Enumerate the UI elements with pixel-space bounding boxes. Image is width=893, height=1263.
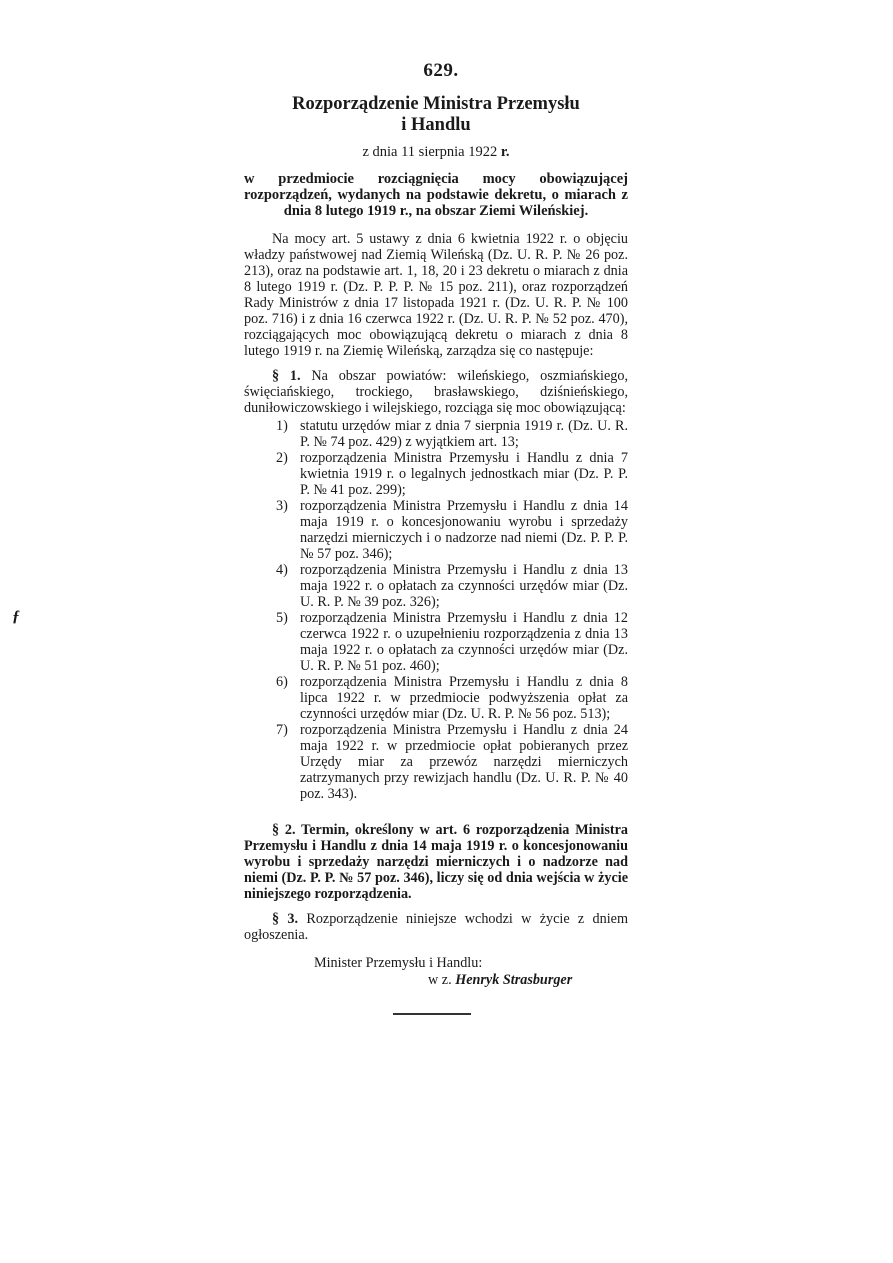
- list-item-text: rozporządzenia Ministra Przemysłu i Handlu z dnia 14 maja 1919 r. o koncesjonowaniu wyrobu i sprzedaży narzędzi mierniczych i o nadzorze nad niemi (Dz. P. P. P. № 57 poz. 346);: [300, 498, 628, 562]
- signature-prefix: w z.: [428, 972, 452, 988]
- section-2: [244, 822, 628, 902]
- list-item: [244, 674, 628, 722]
- section-3: [244, 911, 628, 943]
- document-title: [244, 94, 628, 136]
- section-1-list: [244, 418, 628, 802]
- list-item-text: rozporządzenia Ministra Przemysłu i Handlu z dnia 12 czerwca 1922 r. o uzupełnieniu rozporządzenia z dnia 13 maja 1922 r. o opłatach za czynności urzędów miar (Dz. U. R. P. № 51 poz. 460);: [300, 610, 628, 674]
- date-suffix: r.: [500, 144, 510, 160]
- list-item-number: 5): [276, 610, 288, 626]
- section-3-text: Rozporządzenie niniejsze wchodzi w życie z dniem ogłoszenia.: [244, 911, 628, 943]
- list-item-number: 7): [276, 722, 288, 738]
- list-item-text: rozporządzenia Ministra Przemysłu i Handlu z dnia 7 kwietnia 1919 r. o legalnych jednostkach miar (Dz. P. P. P. № 41 poz. 299);: [300, 450, 628, 498]
- section-1: [244, 368, 628, 416]
- section-2-text: Termin, określony w art. 6 rozporządzenia Ministra Przemysłu i Handlu z dnia 14 maja 1919 r. o koncesjonowaniu wyrobu i sprzedaży narzędzi mierniczych i o nadzorze nad niemi (Dz. P. P. № 57 poz. 346), liczy się od dnia wejścia w życie niniejszego rozporządzenia.: [244, 822, 628, 902]
- section-3-label: § 3.: [272, 911, 299, 927]
- section-1-label: § 1.: [272, 368, 301, 384]
- signature-line: [244, 972, 628, 989]
- document-page: [244, 60, 628, 1015]
- signature-block: [244, 955, 628, 989]
- list-item: [244, 498, 628, 562]
- date-text: z dnia 11 sierpnia 1922: [362, 144, 498, 160]
- list-item-text: statutu urzędów miar z dnia 7 sierpnia 1919 r. (Dz. U. R. P. № 74 poz. 429) z wyjątkiem art. 13;: [300, 418, 628, 450]
- document-subject: w przedmiocie rozciągnięcia mocy obowiązującej rozporządzeń, wydanych na podstawie dekretu, o miarach z dnia 8 lutego 1919 r., na obszar Ziemi Wileńskiej.: [244, 171, 628, 219]
- title-line-2: i Handlu: [401, 115, 471, 135]
- document-date: [244, 144, 628, 161]
- title-line-1: Rozporządzenie Ministra Przemysłu: [292, 94, 580, 114]
- section-2-label: § 2.: [272, 822, 296, 838]
- signature-role: Minister Przemysłu i Handlu:: [314, 955, 483, 971]
- list-item-text: rozporządzenia Ministra Przemysłu i Handlu z dnia 13 maja 1922 r. o opłatach za czynności urzędów miar (Dz. U. R. P. № 39 poz. 326);: [300, 562, 628, 610]
- list-item-number: 4): [276, 562, 288, 578]
- list-item: [244, 610, 628, 674]
- preamble-paragraph: Na mocy art. 5 ustawy z dnia 6 kwietnia 1922 r. o objęciu władzy państwowej nad Ziemią Wileńską (Dz. U. R. P. № 26 poz. 213), oraz na podstawie art. 1, 18, 20 i 23 dekretu o miarach z dnia 8 lutego 1919 r. (Dz. P. P. P. № 15 poz. 211), oraz rozporządzeń Rady Ministrów z dnia 17 listopada 1921 r. (Dz. U. R. P. № 100 poz. 716) i z dnia 16 czerwca 1922 r. (Dz. U. R. P. № 52 poz. 470), rozciągających moc obowiązującą dekretu o miarach z dnia 8 lutego 1919 r. na Ziemię Wileńską, zarządza się co następuje:: [244, 231, 628, 359]
- list-item-number: 1): [276, 418, 288, 434]
- list-item-number: 3): [276, 498, 288, 514]
- list-item-text: rozporządzenia Ministra Przemysłu i Handlu z dnia 24 maja 1922 r. w przedmiocie opłat pobieranych przez Urzędy miar za przewóz narzędzi mierniczych zatrzymanych przy rewizjach handlu (Dz. U. R. P. № 40 poz. 343).: [300, 722, 628, 802]
- page-number: 629.: [423, 60, 459, 81]
- list-item: [244, 562, 628, 610]
- list-item: [244, 722, 628, 802]
- list-item: [244, 418, 628, 450]
- list-item: [244, 450, 628, 498]
- list-item-number: 2): [276, 450, 288, 466]
- section-1-text: Na obszar powiatów: wileńskiego, oszmiańskiego, święciańskiego, trockiego, brasławskiego, dziśnieńskiego, duniłowiczowskiego i wilejskiego, rozciąga się moc obowiązującą:: [244, 368, 629, 416]
- closing-rule: [393, 1013, 471, 1015]
- list-item-number: 6): [276, 674, 288, 690]
- margin-mark: ƒ: [12, 608, 20, 625]
- list-item-text: rozporządzenia Ministra Przemysłu i Handlu z dnia 8 lipca 1922 r. w przedmiocie podwyższenia opłat za czynności urzędów miar (Dz. U. R. P. № 56 poz. 513);: [300, 674, 628, 722]
- signature-name: Henryk Strasburger: [455, 972, 573, 988]
